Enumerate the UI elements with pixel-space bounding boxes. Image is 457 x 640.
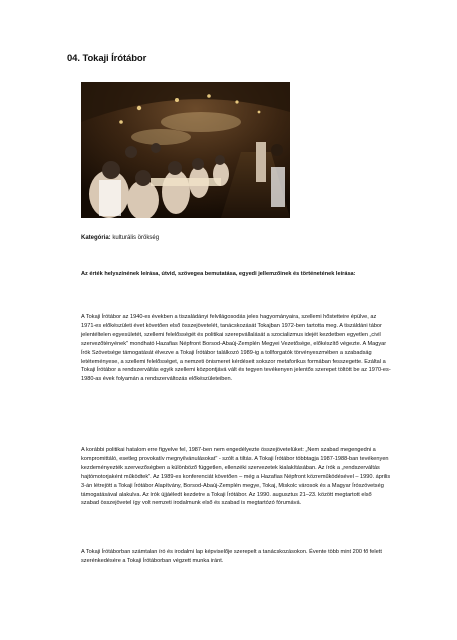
paragraph xyxy=(81,548,391,566)
section-heading: Az érték helyszínének leírása, útvid, szövegea bemutatása, egyedi jellemzőinek és történetének leírása: xyxy=(81,271,356,277)
paragraph-text: A Tokaji Írótáborban számtalan író és irodalmi lap képviselője szerepelt a tanácskozásokon. Évente több mint 200 fő felett szerénkedésére a Tokaji Írótáborban végzett munka iránt. xyxy=(81,549,382,564)
wine-cellar-photo xyxy=(81,82,290,218)
page-title: 04. Tokaji Írótábor xyxy=(67,53,147,64)
paragraph-text: A Tokaji Írótábor az 1940-es években a tiszaládányi felvilágosodás jeles hagyományaira, szellemi hőstetteire épülve, az 1971-es előkészületi évet követően első összejövetelét, tanácskozását Tokajban 1972-ben tartotta meg. A tiszáldáni tábor jelentéltelen egyesületét, szellemi felelősségét és politikai szerepvállalását a szocializmus idejét kezdetben egyetlen „civil szervezőtényének" mondható Hazafias Népfront Borsod-Abaúj-Zemplén Megyei Vezetősége, előkészítő végezte. A Magyar Írók Szövetsége támogatását élvezve a Tokaji Írótábor találkozó 1989-ig a tollforgatók törvényeszmében a szabadság letéteményese, a szellemi felelősséget, a nemzeti önismeret kérdéseit sokszor metaforikus formában fesszegette. Ezáltal a Tokaji Írótábor a rendszerváltás egyik szellemi központjává vált és tegyen tevékenyen jelentős szerepet töltött be az 1970-es-1980-as évek folyamán a rendszerváltozás előkészületeiben. xyxy=(81,314,391,383)
paragraph-text: A korábbi politikai hatalom erre figyelve fel, 1987-ben nem engedélyezte összejövetelüket: „Nem szabad megengedni a kompromittáló, esetleg provokatív megnyilvánulásokat" - szólt a tiltás. A Tokaji Írótábor többtagja 1987-1988-ban tevékenyen kezdeményezték szervezőségben a különböző független, ellenzéki szervezetek kialakításában. Az írók a „rendszerváltás hajtómotorjaként működtek". Az 1989-es konferenciát követően – még a Hazafias Népfront közreműködésével – 1990. április 3-án létrejött a Tokaji Írótábor Alapítvány, Borsod-Abaúj-Zemplén megye, Tokaj, Miskolc városok és a Magyar Írószövetség támogatásával alakulva. Az írók újjáéledt kezdetre a Tokaji Írótábor. Az 1990. augusztus 21–23. között megtartott első szabad összejövetel így volt nemzeti irodalmunk első és szabad is megtartózó fórumává. xyxy=(81,447,391,507)
category-label: Kategória: xyxy=(81,235,111,241)
category-line xyxy=(81,235,159,241)
paragraph xyxy=(81,446,391,508)
category-value: kulturális örökség xyxy=(112,235,160,241)
paragraph xyxy=(81,313,391,384)
